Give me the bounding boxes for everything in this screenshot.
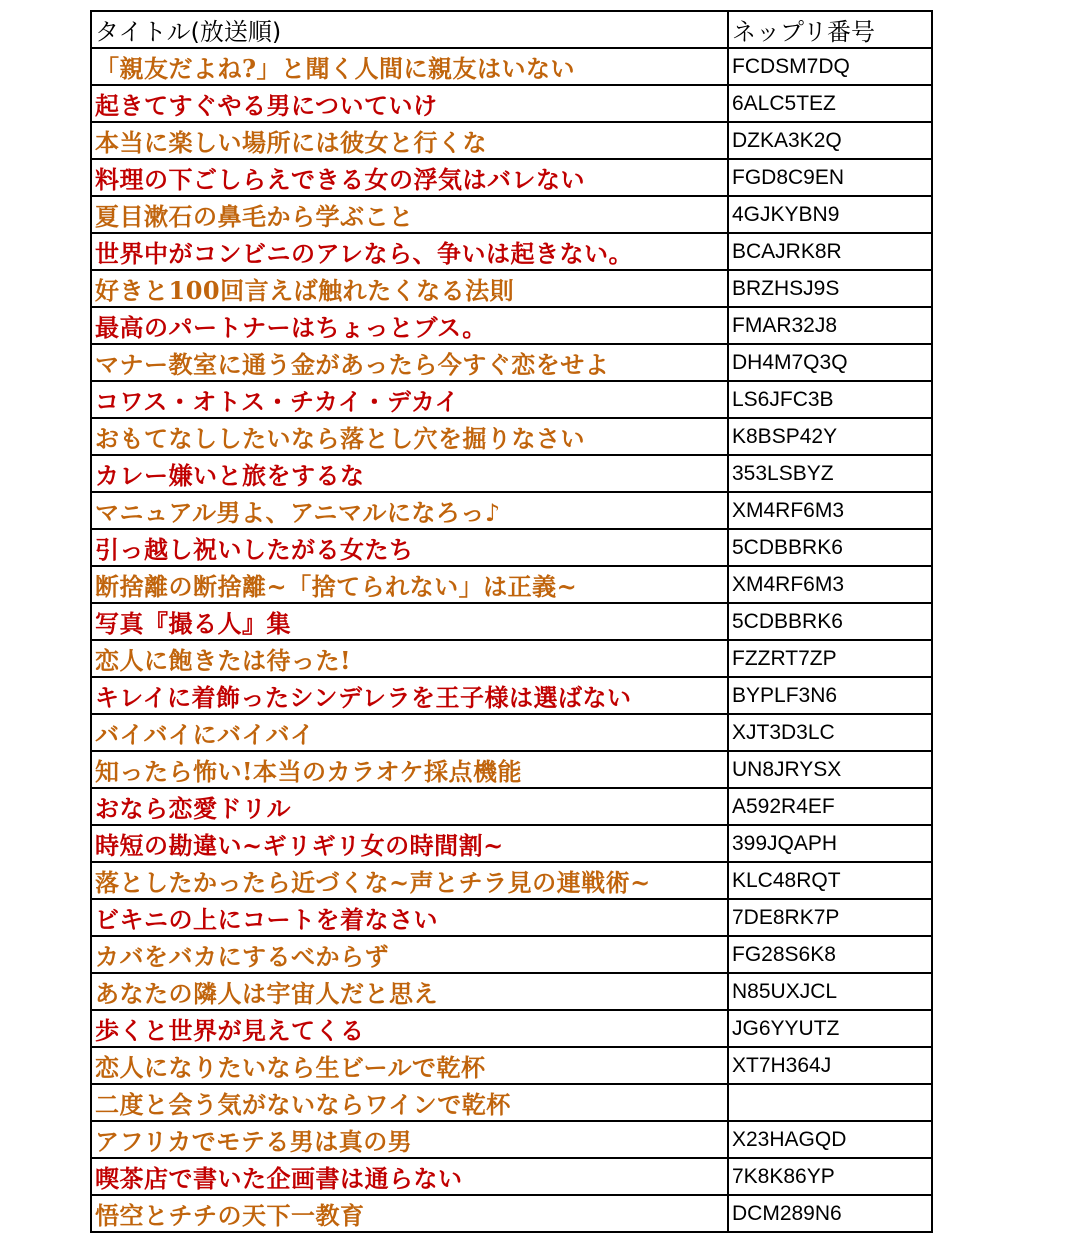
table-row [91,418,932,455]
netprint-code-cell[interactable]: JG6YYUTZ [728,1010,932,1047]
episode-title-cell[interactable]: 世界中がコンビニのアレなら、争いは起きない。 [91,233,728,270]
episode-title-cell[interactable]: 悟空とチチの天下一教育 [91,1195,728,1232]
table-row [91,1010,932,1047]
netprint-code-cell[interactable]: K8BSP42Y [728,418,932,455]
episode-title-cell[interactable]: カバをバカにするべからず [91,936,728,973]
episode-title-cell[interactable]: 恋人に飽きたは待った! [91,640,728,677]
episode-title-cell[interactable]: 二度と会う気がないならワインで乾杯 [91,1084,728,1121]
episode-title-cell[interactable]: 喫茶店で書いた企画書は通らない [91,1158,728,1195]
episode-title-cell[interactable]: 写真『撮る人』集 [91,603,728,640]
netprint-code-cell[interactable]: DH4M7Q3Q [728,344,932,381]
table-row [91,48,932,85]
table-row [91,344,932,381]
header-row [91,11,932,48]
episode-title-cell[interactable]: 歩くと世界が見えてくる [91,1010,728,1047]
episode-title-cell[interactable]: 断捨離の断捨離~「捨てられない」は正義~ [91,566,728,603]
episode-title-cell[interactable]: おなら恋愛ドリル [91,788,728,825]
table-row [91,677,932,714]
episode-title-cell[interactable]: ビキニの上にコートを着なさい [91,899,728,936]
episode-title-cell[interactable]: おもてなししたいなら落とし穴を掘りなさい [91,418,728,455]
table-row [91,751,932,788]
table-row [91,825,932,862]
netprint-code-cell[interactable]: FCDSM7DQ [728,48,932,85]
episode-title-cell[interactable]: マナー教室に通う金があったら今すぐ恋をせよ [91,344,728,381]
netprint-code-cell[interactable]: XM4RF6M3 [728,566,932,603]
table-row [91,122,932,159]
table-row [91,85,932,122]
table-row [91,270,932,307]
netprint-code-cell[interactable]: BYPLF3N6 [728,677,932,714]
table-row [91,862,932,899]
episode-title-cell[interactable]: 「親友だよね?」と聞く人間に親友はいない [91,48,728,85]
episode-title-cell[interactable]: あなたの隣人は宇宙人だと思え [91,973,728,1010]
episode-title-cell[interactable]: 起きてすぐやる男についていけ [91,85,728,122]
netprint-code-cell[interactable]: XJT3D3LC [728,714,932,751]
table-row [91,640,932,677]
netprint-code-cell[interactable]: DZKA3K2Q [728,122,932,159]
netprint-code-cell[interactable]: 353LSBYZ [728,455,932,492]
netprint-code-cell[interactable]: 7K8K86YP [728,1158,932,1195]
episode-title-cell[interactable]: 夏目漱石の鼻毛から学ぶこと [91,196,728,233]
table-row [91,381,932,418]
netprint-code-cell[interactable]: KLC48RQT [728,862,932,899]
netprint-code-cell[interactable]: 5CDBBRK6 [728,529,932,566]
table-row [91,1121,932,1158]
table-row [91,899,932,936]
table-row [91,1195,932,1232]
netprint-code-cell[interactable]: DCM289N6 [728,1195,932,1232]
netprint-code-cell[interactable]: FZZRT7ZP [728,640,932,677]
netprint-code-cell[interactable] [728,1084,932,1121]
netprint-code-cell[interactable]: 4GJKYBN9 [728,196,932,233]
table-row [91,159,932,196]
netprint-code-cell[interactable]: LS6JFC3B [728,381,932,418]
netprint-code-cell[interactable]: BRZHSJ9S [728,270,932,307]
header-code-cell[interactable]: ネップリ番号 [728,11,932,48]
netprint-code-cell[interactable]: X23HAGQD [728,1121,932,1158]
episode-title-cell[interactable]: 落としたかったら近づくな~声とチラ見の連戦術~ [91,862,728,899]
episode-title-cell[interactable]: マニュアル男よ、アニマルになろっ♪ [91,492,728,529]
table-row [91,492,932,529]
table-row [91,529,932,566]
netprint-code-cell[interactable]: BCAJRK8R [728,233,932,270]
table-row [91,233,932,270]
table-row [91,455,932,492]
table-row [91,1158,932,1195]
episode-title-cell[interactable]: アフリカでモテる男は真の男 [91,1121,728,1158]
table-row [91,788,932,825]
episode-title-cell[interactable]: 本当に楽しい場所には彼女と行くな [91,122,728,159]
netprint-code-cell[interactable]: A592R4EF [728,788,932,825]
episode-title-cell[interactable]: カレー嫌いと旅をするな [91,455,728,492]
netprint-code-cell[interactable]: 5CDBBRK6 [728,603,932,640]
netprint-code-cell[interactable]: XM4RF6M3 [728,492,932,529]
episode-table [90,10,933,1233]
netprint-code-cell[interactable]: XT7H364J [728,1047,932,1084]
episode-title-cell[interactable]: 時短の勘違い~ギリギリ女の時間割~ [91,825,728,862]
netprint-code-cell[interactable]: FGD8C9EN [728,159,932,196]
episode-title-cell[interactable]: 最高のパートナーはちょっとブス。 [91,307,728,344]
table-row [91,307,932,344]
episode-title-cell[interactable]: コワス・オトス・チカイ・デカイ [91,381,728,418]
table-body [91,48,932,1232]
netprint-code-cell[interactable]: N85UXJCL [728,973,932,1010]
table-row [91,936,932,973]
episode-title-cell[interactable]: 恋人になりたいなら生ビールで乾杯 [91,1047,728,1084]
netprint-code-cell[interactable]: FG28S6K8 [728,936,932,973]
episode-title-cell[interactable]: キレイに着飾ったシンデレラを王子様は選ばない [91,677,728,714]
netprint-code-cell[interactable]: 7DE8RK7P [728,899,932,936]
header-title-cell[interactable]: タイトル(放送順) [91,11,728,48]
episode-title-cell[interactable]: バイバイにバイバイ [91,714,728,751]
episode-title-cell[interactable]: 好きと100回言えば触れたくなる法則 [91,270,728,307]
table-row [91,196,932,233]
netprint-code-cell[interactable]: UN8JRYSX [728,751,932,788]
netprint-code-cell[interactable]: 399JQAPH [728,825,932,862]
table-row [91,714,932,751]
table-row [91,1084,932,1121]
netprint-code-cell[interactable]: FMAR32J8 [728,307,932,344]
episode-title-cell[interactable]: 知ったら怖い!本当のカラオケ採点機能 [91,751,728,788]
table-row [91,1047,932,1084]
table-row [91,603,932,640]
table-row [91,566,932,603]
netprint-code-cell[interactable]: 6ALC5TEZ [728,85,932,122]
table-row [91,973,932,1010]
episode-title-cell[interactable]: 料理の下ごしらえできる女の浮気はバレない [91,159,728,196]
episode-title-cell[interactable]: 引っ越し祝いしたがる女たち [91,529,728,566]
